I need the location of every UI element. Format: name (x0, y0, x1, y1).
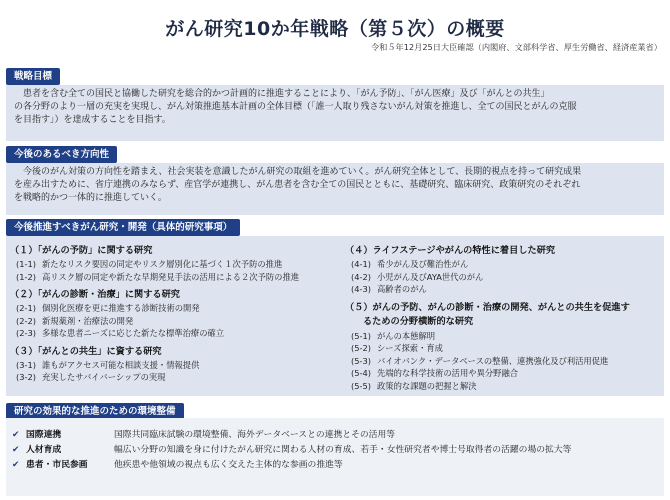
strategy-goal-line: を目指す」）を達成することを目指す。 (14, 115, 171, 125)
research-group (10, 288, 335, 340)
research-item-text: 先端的な科学技術の活用や異分野融合 (377, 368, 519, 378)
environment-description: 他疾患や他領域の視点も広く交えた主体的な参画の推進等 (114, 460, 343, 470)
research-left-column (10, 244, 335, 389)
research-item-text: 充実したサバイバーシップの実現 (42, 372, 166, 382)
research-group-title-line: （５）がんの予防、がんの診断・治療の開発、がんとの共生を促進す (345, 301, 630, 313)
research-item-number: (5-4) (351, 368, 372, 378)
research-item (345, 355, 663, 368)
direction-text (14, 166, 658, 205)
research-group-title: （２）「がんの診断・治療」に関する研究 (10, 289, 180, 300)
research-group-title-line: るための分野横断的な研究 (363, 315, 474, 327)
research-item-text: 個別化医療を更に推進する診断技術の開発 (42, 303, 200, 313)
direction-line: を戦略的かつ一体的に推進していく。 (14, 193, 167, 203)
research-item-number: (1-2) (16, 271, 37, 282)
strategy-goal-line: の各分野のより一層の充実を実現し、がん対策推進基本計画の全体目標（「誰一人取り残さないがん対策を推進し、全ての国民とがんの克服 (14, 102, 577, 112)
research-item-text: 希少がん及び難治性がん (377, 259, 469, 269)
research-item-number: (4-1) (351, 259, 372, 269)
research-item (10, 258, 335, 271)
research-item-text: 新規薬剤・治療法の開発 (42, 315, 134, 326)
research-item (10, 371, 335, 384)
research-right-column (345, 244, 663, 397)
research-item-number: (5-2) (351, 343, 372, 353)
research-group-title (345, 301, 663, 329)
strategy-goal-text (14, 88, 658, 127)
environment-row-talent (12, 443, 662, 457)
research-item-text: 高リスク層の同定や新たな早期発見手法の活用による２次予防の推進 (42, 271, 300, 282)
research-item-text: バイオバンク・データベースの整備、連携強化及び利活用促進 (377, 355, 609, 366)
research-group-title: （３）「がんとの共生」に資する研究 (10, 345, 162, 357)
research-item-text: シーズ探索・育成 (377, 343, 443, 353)
research-item-text: 政策的な課題の把握と解決 (377, 380, 477, 391)
research-item (10, 315, 335, 328)
research-item (10, 359, 335, 372)
environment-label: 国際連携 (26, 430, 62, 440)
research-item-text: 誰もがアクセス可能な相談支援・情報提供 (42, 359, 200, 370)
environment-label: 患者・市民参画 (26, 460, 88, 470)
section-heading-strategy-goal: 戦略目標 (6, 68, 60, 85)
research-item (345, 380, 663, 393)
direction-line: を産み出すために、省庁連携のみならず、産官学が連携し、がん患者を含む全ての国民とともに、基礎研究、臨床研究、政策研究のそれぞれ (14, 180, 581, 190)
research-group (345, 301, 663, 393)
research-item-number: (3-1) (16, 359, 37, 370)
research-item (345, 330, 663, 343)
strategy-goal-line: 患者を含む全ての国民と協働した研究を総合的かつ計画的に推進することにより、「がん予防」、「がん医療」及び「がんとの共生」 (23, 89, 550, 99)
research-item-text: 小児がん及びAYA世代のがん (377, 271, 484, 282)
research-item-number: (2-2) (16, 315, 37, 326)
research-item-number: (2-1) (16, 303, 37, 313)
research-item-number: (3-2) (16, 372, 37, 382)
confirmation-note: 令和５年12月25日大臣確認（内閣府、文部科学省、厚生労働省、経済産業省） (370, 42, 662, 52)
research-item (10, 327, 335, 340)
research-group-title: （１）「がんの予防」に関する研究 (10, 245, 153, 256)
research-item-text: がんの本態解明 (377, 330, 436, 341)
research-item (345, 342, 663, 355)
research-item-number: (1-1) (16, 259, 37, 269)
research-item-text: 新たなリスク要因の同定やリスク層別化に基づく１次予防の推進 (42, 259, 283, 269)
environment-label: 人材育成 (26, 445, 62, 455)
direction-line: 今後のがん対策の方向性を踏まえ、社会実装を意識したがん研究の取組を進めていく。がん研究全体として、長期的視点を持って研究成果 (23, 167, 582, 177)
environment-description: 幅広い分野の知識を身に付けたがん研究に関わる人材の育成、若手・女性研究者や博士号取得者の活躍の場の拡大等 (114, 445, 572, 455)
section-heading-environment: 研究の効果的な推進のための環境整備 (6, 403, 184, 420)
research-item (345, 367, 663, 380)
research-item-number: (5-1) (351, 330, 372, 341)
environment-description: 国際共同臨床試験の環境整備、海外データベースとの連携とその活用等 (114, 430, 396, 440)
research-group (10, 345, 335, 384)
research-item (345, 271, 663, 284)
section-heading-direction: 今後のあるべき方向性 (6, 146, 117, 163)
research-item (345, 283, 663, 296)
research-item (10, 302, 335, 315)
research-item (10, 271, 335, 284)
research-item-number: (5-5) (351, 380, 372, 391)
research-group (10, 244, 335, 283)
research-item-text: 高齢者のがん (377, 284, 427, 294)
section-heading-research: 今後推進すべきがん研究・開発（具体的研究事項） (6, 219, 240, 236)
research-group (345, 244, 663, 296)
research-item-text: 多様な患者ニーズに応じた新たな標準治療の確立 (42, 328, 225, 338)
research-group-title: （４）ライフステージやがんの特性に着目した研究 (345, 245, 556, 256)
check-icon: ✔ (12, 430, 20, 440)
check-icon: ✔ (12, 460, 20, 470)
environment-row-international (12, 428, 662, 442)
research-item-number: (2-3) (16, 328, 37, 338)
research-item (345, 258, 663, 271)
research-item-number: (4-2) (351, 271, 372, 282)
research-item-number: (4-3) (351, 284, 372, 294)
page-title: がん研究10か年戦略（第５次）の概要 (165, 18, 505, 40)
environment-row-participation (12, 458, 662, 472)
research-item-number: (5-3) (351, 355, 372, 366)
check-icon: ✔ (12, 445, 20, 455)
